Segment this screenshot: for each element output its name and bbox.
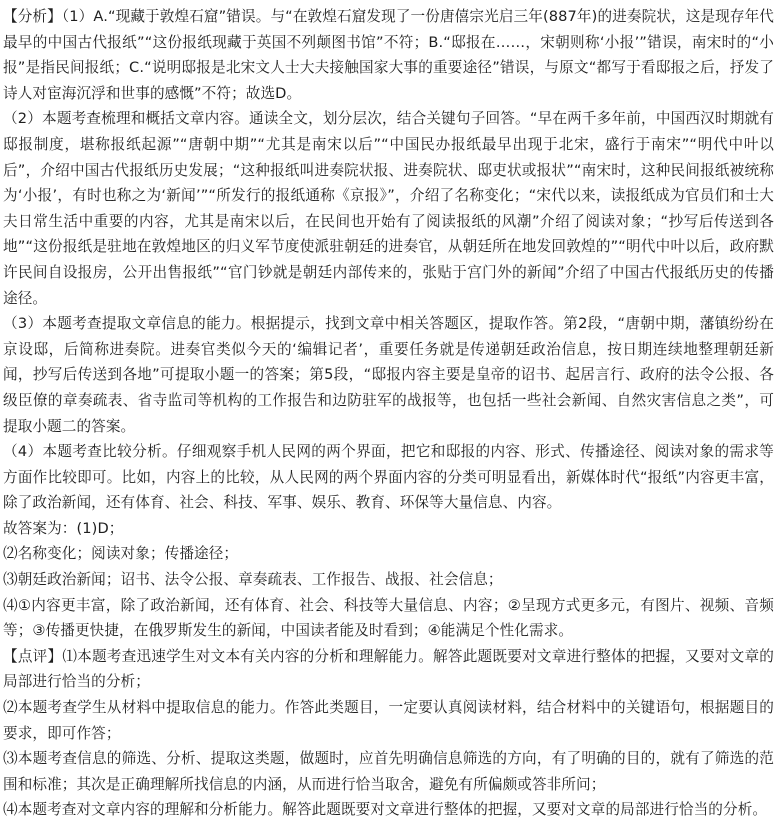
analysis-paragraph-4: （4）本题考查比较分析。仔细观察手机人民网的两个界面，把它和邸报的内容、形式、传播途径、阅读对象的需求等方面作比较即可。比如，内容上的比较，从人民网的两个界面内容的分类可明显看出，新媒体时代“报纸”内容更丰富，除了政治新闻，还有体育、社会、科技、军事、娱乐、教育、环保等大量信息、内容。 bbox=[3, 443, 774, 512]
comment-paragraph-1 bbox=[3, 644, 774, 695]
comment-item-1-text: ⑴本题考查迅速学生对文本有关内容的分析和理解能力。解答此题既要对文章进行整体的把握，又要对文章的局部进行恰当的分析； bbox=[3, 647, 774, 691]
analysis-paragraph-1 bbox=[3, 4, 774, 106]
comment-tag: 【点评】 bbox=[3, 647, 63, 665]
analysis-paragraph-3: （3）本题考查提取文章信息的能力。根据提示，找到文章中相关答题区，提取作答。第2段，“唐朝中期，藩镇纷纷在京设邸，后简称进奏院。进奏官类似今天的‘编辑记者’，重要任务就是传递朝廷政治信息，按日期连续地整理朝廷新闻，抄写后传送到各地”可提取小题一的答案；第5段，“邸报内容主要是皇帝的诏书、起居言行、政府的法令公报、各级臣僚的章奏疏表、省寺监司等机构的工作报告和边防驻军的战报等，也包括一些社会新闻、自然灾害信息之类”，可提取小题二的答案。 bbox=[3, 315, 774, 435]
analysis-tag: 【分析】 bbox=[3, 8, 62, 25]
comment-paragraph-4: ⑷本题考查对文章内容的理解和分析能力。解答此题既要对文章进行整体的把握，又要对文章的局部进行恰当的分析。 bbox=[3, 801, 768, 819]
analysis-part-1-text: （1）A.“现藏于敦煌石窟”错误。与“在敦煌石窟发现了一份唐僖宗光启三年(887年)的进奏院状，这是现存年代最早的中国古代报纸”“这份报纸现藏于英国不列颠图书馆”不符；B.“邸报在……，宋朝则称‘小报’”错误，南宋时的“小报”是指民间报纸；C.“说明邸报是北宋文人士大夫接触国家大事的重要途径”错误，与原文“都写于看邸报之后，抒发了诗人对宦海沉浮和世事的感慨”不符；故选D。 bbox=[3, 8, 774, 102]
comment-paragraph-2: ⑵本题考查学生从材料中提取信息的能力。作答此类题目，一定要认真阅读材料，结合材料中的关键语句，根据题目的要求，即可作答； bbox=[3, 699, 774, 742]
analysis-paragraph-2: （2）本题考查梳理和概括文章内容。通读全文，划分层次，结合关键句子回答。“早在两千多年前，中国西汉时期就有邸报制度，堪称报纸起源”“唐朝中期”“尤其是南宋以后”“中国民办报纸最早出现于北宋，盛行于南宋”“明代中叶以后”，介绍中国古代报纸历史发展；“这种报纸叫进奏院状报、进奏院状、邸吏状或报状”“南宋时，这种民间报纸被统称为‘小报’，有时也称之为‘新闻’”“所发行的报纸通称《京报》”，介绍了名称变化；“宋代以来，读报纸成为官员们和士大夫日常生活中重要的内容，尤其是南宋以后，在民间也开始有了阅读报纸的风潮”介绍了阅读对象；“抄写后传送到各地”“这份报纸是驻地在敦煌地区的归义军节度使派驻朝廷的进奏官，从朝廷所在地发回敦煌的”“明代中叶以后，政府默许民间自设报房，公开出售报纸”“官门钞就是朝廷内部传来的，张贴于宫门外的新闻”介绍了中国古代报纸历史的传播途径。 bbox=[3, 110, 774, 307]
answer-item-3: ⑶朝廷政治新闻；诏书、法令公报、章奏疏表、工作报告、战报、社会信息； bbox=[3, 571, 503, 589]
answer-item-4: ⑷①内容更丰富，除了政治新闻，还有体育、社会、科技等大量信息、内容；②呈现方式更多元，有图片、视频、音频等；③传播更快捷，在俄罗斯发生的新闻，中国读者能及时看到；④能满足个性化需求。 bbox=[3, 596, 774, 640]
answer-item-1: 故答案为：(1)D； bbox=[3, 519, 124, 537]
answer-item-2: ⑵名称变化；阅读对象；传播途径； bbox=[3, 545, 239, 563]
comment-paragraph-3: ⑶本题考查信息的筛选、分析、提取这类题，做题时，应首先明确信息筛选的方向，有了明确的目的，就有了筛选的范围和标准；其次是正确理解所找信息的内涵，从而进行恰当取舍，避免有所偏颇或答非所问； bbox=[3, 750, 774, 793]
